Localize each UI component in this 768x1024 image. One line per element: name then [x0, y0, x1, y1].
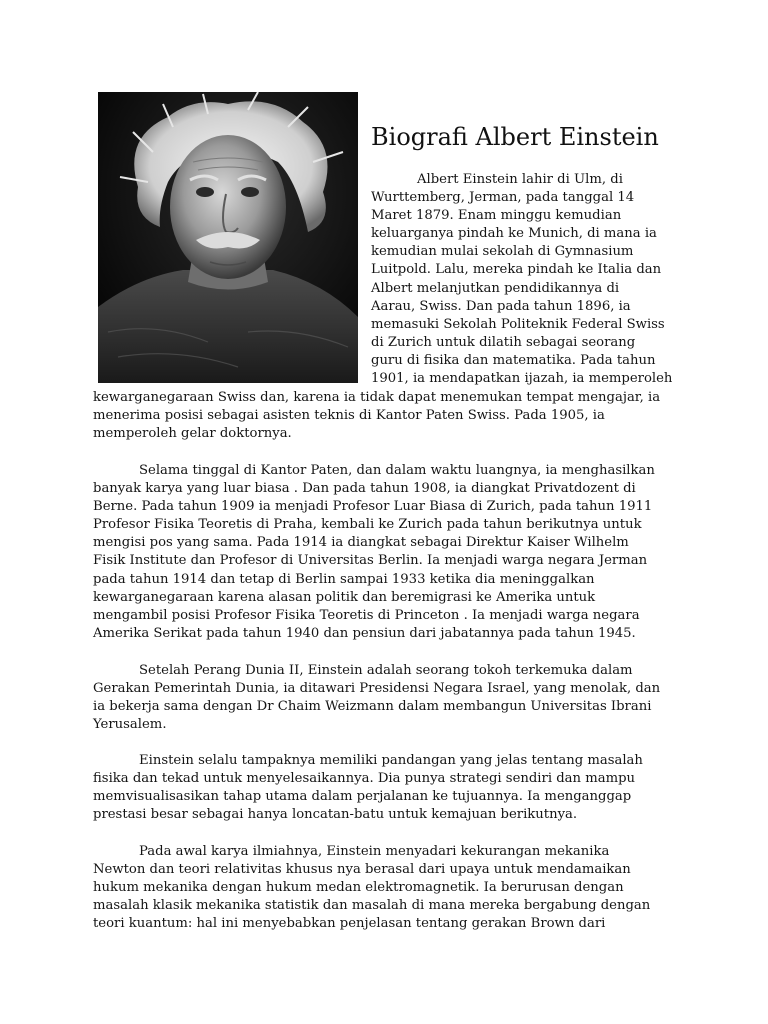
- text-line: 1901, ia mendapatkan ijazah, ia memperoleh: [371, 371, 673, 387]
- text-line: Albert melanjutkan pendidikannya di: [371, 280, 620, 296]
- paragraph-world-war: [93, 662, 693, 734]
- text-line: Berne. Pada tahun 1909 ia menjadi Profesor Luar Biasa di Zurich, pada tahun 1911: [93, 499, 653, 515]
- text-line: hukum mekanika dengan hukum medan elektromagnetik. Ia berurusan dengan: [93, 880, 624, 896]
- text-line: di Zurich untuk dilatih sebagai seorang: [371, 334, 636, 350]
- text-line: Gerakan Pemerintah Dunia, ia ditawari Presidensi Negara Israel, yang menolak, dan: [93, 681, 661, 697]
- text-line: prestasi besar sebagai hanya loncatan-batu untuk kemajuan berikutnya.: [93, 807, 578, 823]
- text-line: teori kuantum: hal ini menyebabkan penjelasan tentang gerakan Brown dari: [93, 916, 606, 932]
- text-line: Amerika Serikat pada tahun 1940 dan pensiun dari jabatannya pada tahun 1945.: [93, 625, 636, 641]
- document-title: Biografi Albert Einstein: [371, 123, 659, 151]
- paragraph-scientific-work: [93, 843, 693, 933]
- einstein-portrait-photo: [98, 92, 358, 383]
- text-line: memvisualisasikan tahap utama dalam perjalanan ke tujuannya. Ia menganggap: [93, 789, 632, 805]
- text-line: fisika dan tekad untuk menyelesaikannya. Dia punya strategi sendiri dan mampu: [93, 771, 636, 787]
- text-line: Albert Einstein lahir di Ulm, di: [417, 172, 623, 187]
- text-line: pada tahun 1914 dan tetap di Berlin sampai 1933 ketika dia meninggalkan: [93, 571, 595, 587]
- text-line: Maret 1879. Enam minggu kemudian: [371, 208, 622, 224]
- text-line: Fisik Institute dan Profesor di Universitas Berlin. Ia menjadi warga negara Jerman: [93, 553, 648, 569]
- text-line: ia bekerja sama dengan Dr Chaim Weizmann dalam membangun Universitas Ibrani: [93, 699, 652, 715]
- text-line: Pada awal karya ilmiahnya, Einstein menyadari kekurangan mekanika: [139, 844, 610, 859]
- portrait-illustration: [98, 92, 358, 383]
- text-line: Setelah Perang Dunia II, Einstein adalah seorang tokoh terkemuka dalam: [139, 663, 633, 678]
- text-line: kewarganegaraan karena alasan politik dan beremigrasi ke Amerika untuk: [93, 589, 596, 605]
- text-line: Luitpold. Lalu, mereka pindah ke Italia dan: [371, 262, 662, 278]
- text-line: Profesor Fisika Teoretis di Praha, kembali ke Zurich pada tahun berikutnya untuk: [93, 517, 642, 533]
- text-line: kemudian mulai sekolah di Gymnasium: [371, 244, 634, 260]
- text-line: mengambil posisi Profesor Fisika Teoretis di Princeton . Ia menjadi warga negara: [93, 607, 640, 623]
- intro-paragraph-continued: [93, 389, 693, 443]
- text-line: memasuki Sekolah Politeknik Federal Swiss: [371, 316, 665, 332]
- text-line: mengisi pos yang sama. Pada 1914 ia diangkat sebagai Direktur Kaiser Wilhelm: [93, 535, 629, 551]
- paragraph-vision: [93, 752, 693, 824]
- text-line: Yerusalem.: [93, 717, 167, 733]
- intro-paragraph: [371, 171, 701, 388]
- text-line: memperoleh gelar doktornya.: [93, 426, 292, 442]
- text-line: guru di fisika dan matematika. Pada tahun: [371, 352, 656, 368]
- text-line: kewarganegaraan Swiss dan, karena ia tidak dapat menemukan tempat mengajar, ia: [93, 390, 661, 405]
- text-line: Selama tinggal di Kantor Paten, dan dalam waktu luangnya, ia menghasilkan: [139, 463, 655, 478]
- text-line: Einstein selalu tampaknya memiliki pandangan yang jelas tentang masalah: [139, 753, 643, 768]
- text-line: banyak karya yang luar biasa . Dan pada tahun 1908, ia diangkat Privatdozent di: [93, 481, 636, 497]
- text-line: keluarganya pindah ke Munich, di mana ia: [371, 226, 657, 242]
- text-line: masalah klasik mekanika statistik dan masalah di mana mereka bergabung dengan: [93, 898, 651, 914]
- text-line: Aarau, Swiss. Dan pada tahun 1896, ia: [371, 298, 631, 314]
- text-line: Wurttemberg, Jerman, pada tanggal 14: [371, 190, 635, 206]
- paragraph-career: [93, 462, 693, 643]
- text-line: Newton dan teori relativitas khusus nya berasal dari upaya untuk mendamaikan: [93, 862, 631, 878]
- text-line: menerima posisi sebagai asisten teknis di Kantor Paten Swiss. Pada 1905, ia: [93, 408, 605, 424]
